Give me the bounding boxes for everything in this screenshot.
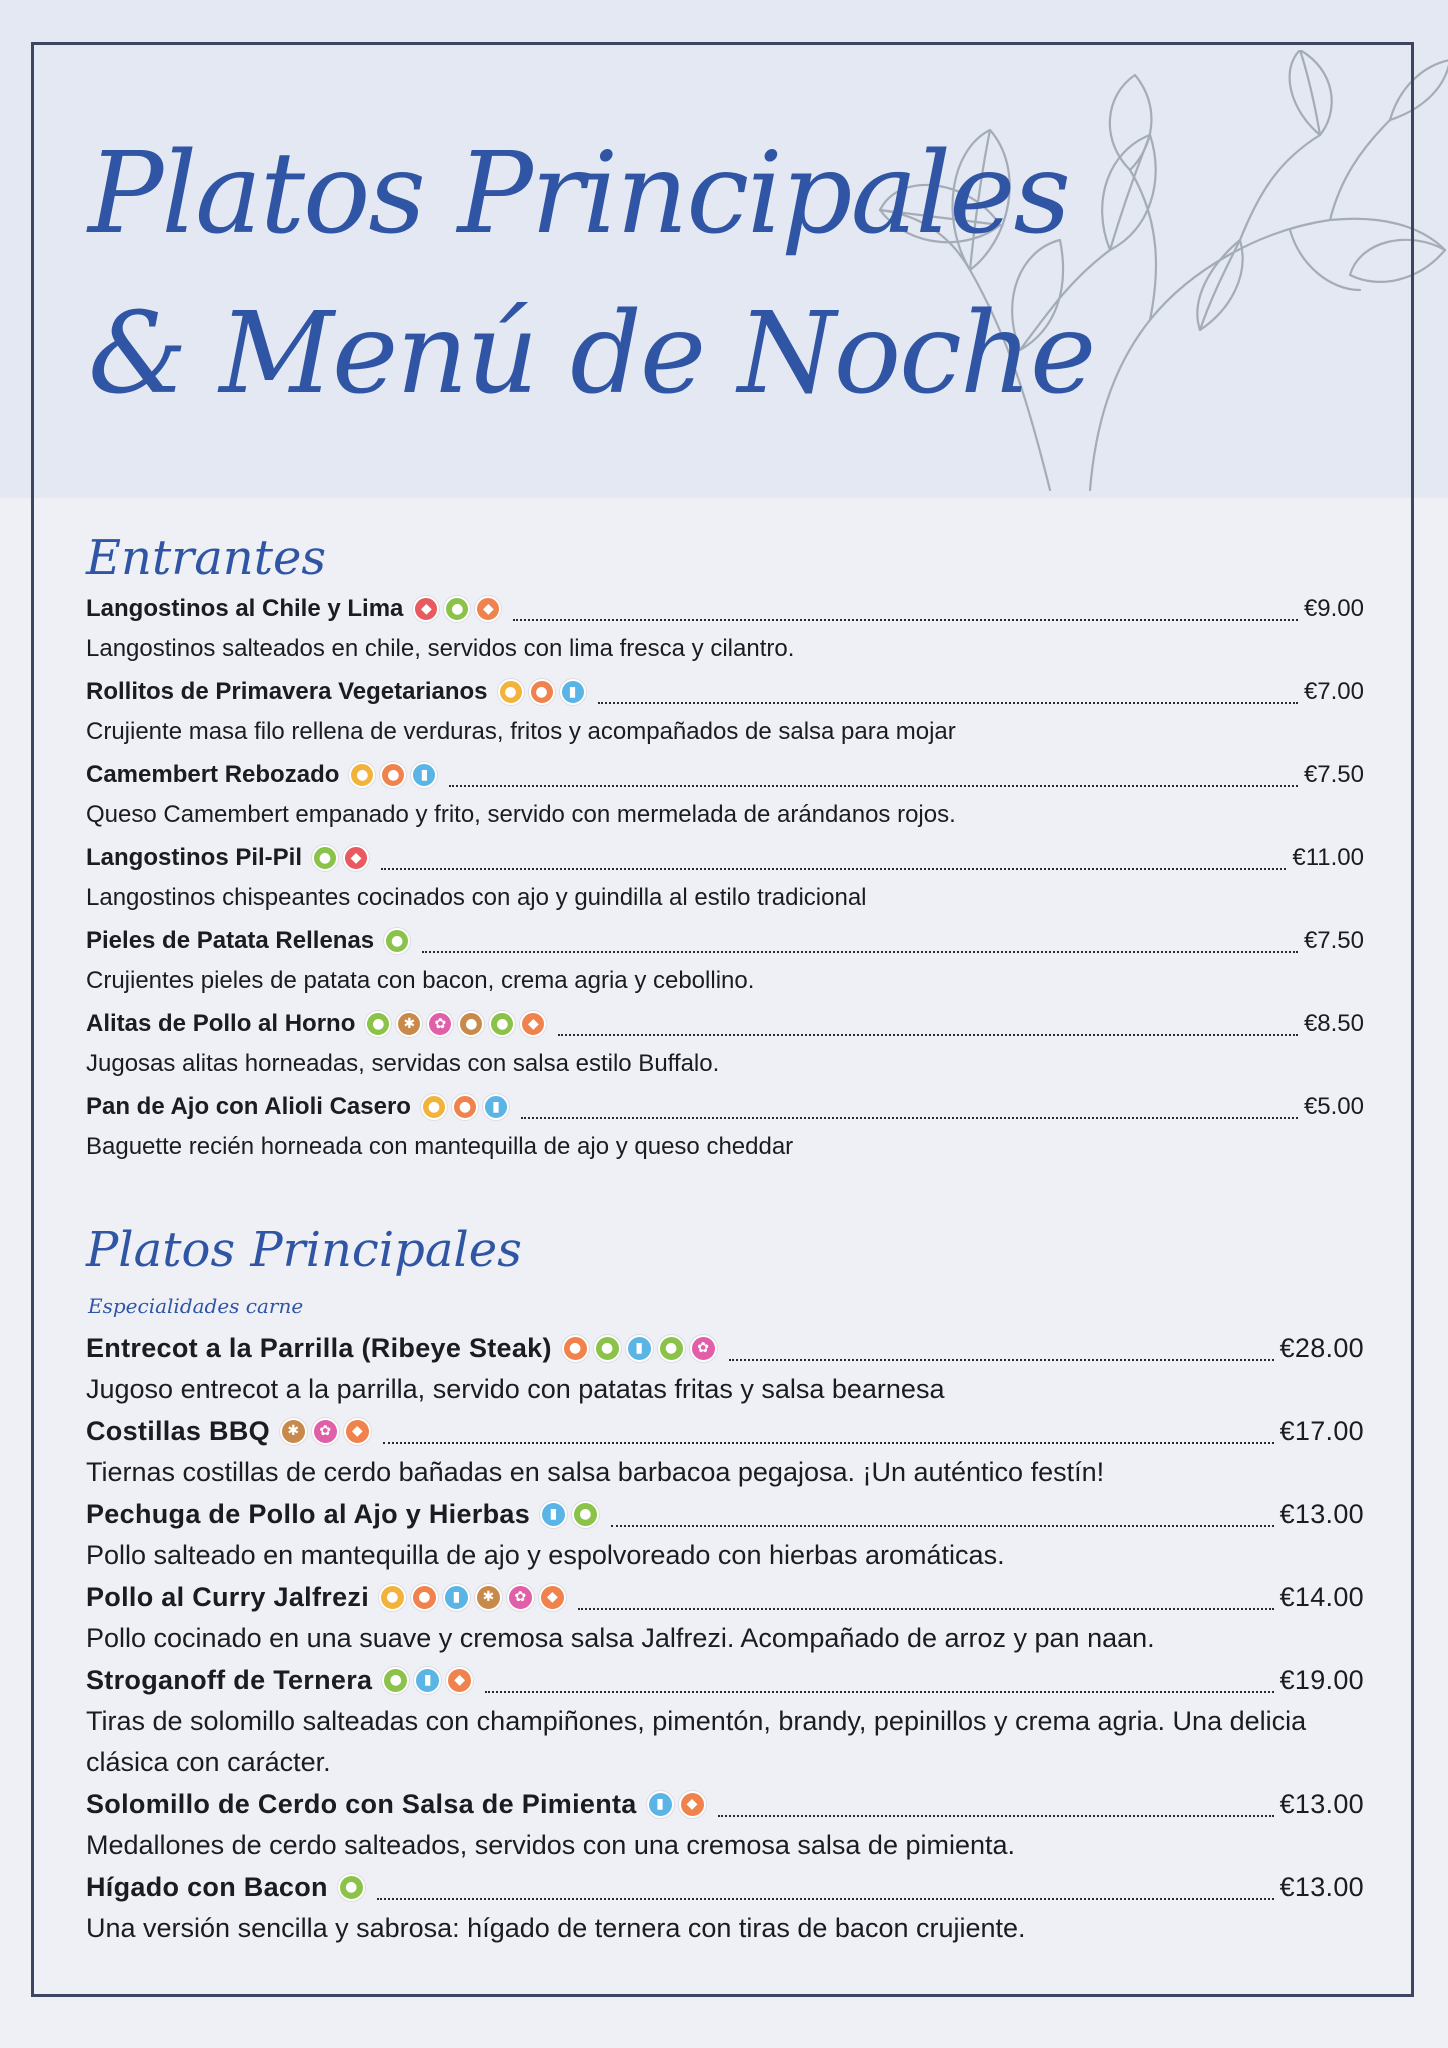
menu-item-name: Solomillo de Cerdo con Salsa de Pimienta — [86, 1788, 637, 1819]
allergen-icons — [338, 1874, 365, 1901]
allergen-brown-icon: ✱ — [280, 1418, 307, 1445]
menu-item-row — [86, 1866, 1364, 1908]
menu-item-row — [86, 1410, 1364, 1452]
dotted-leader — [611, 1525, 1274, 1527]
dotted-leader — [558, 1034, 1298, 1036]
allergen-green-icon: ● — [489, 1011, 515, 1037]
allergen-blue-icon: ▮ — [483, 1094, 509, 1120]
menu-item-row — [86, 1576, 1364, 1618]
menu-item-price: €7.50 — [1303, 761, 1364, 788]
dotted-leader — [578, 1608, 1274, 1610]
dotted-leader — [521, 1117, 1298, 1119]
dotted-leader — [422, 951, 1298, 953]
allergen-yellow-icon: ● — [349, 762, 375, 788]
menu-item-row — [86, 1087, 1364, 1127]
menu-item-name: Entrecot a la Parrilla (Ribeye Steak) — [86, 1332, 552, 1363]
allergen-brown-icon: ● — [458, 1011, 484, 1037]
allergen-icons — [413, 596, 501, 622]
allergen-blue-icon: ▮ — [414, 1667, 441, 1694]
allergen-green-icon: ● — [382, 1667, 409, 1694]
menu-item-price: €17.00 — [1279, 1415, 1364, 1446]
menu-item-price: €5.00 — [1303, 1093, 1364, 1120]
allergen-icons — [349, 762, 437, 788]
menu-item-description: Crujiente masa filo rellena de verduras, fritos y acompañados de salsa para mojar — [86, 718, 956, 745]
allergen-icons — [382, 1667, 473, 1694]
menu-item-row — [86, 1004, 1364, 1044]
allergen-orange-icon: ● — [529, 679, 555, 705]
menu-item-price: €14.00 — [1279, 1581, 1364, 1612]
menu-item-row — [86, 921, 1364, 961]
allergen-pink-icon: ✿ — [690, 1335, 717, 1362]
menu-item-name: Langostinos Pil-Pil — [86, 844, 303, 871]
allergen-icons — [647, 1791, 706, 1818]
menu-item-row — [86, 1493, 1364, 1535]
menu-item-price: €7.50 — [1303, 927, 1364, 954]
menu-item-price: €8.50 — [1303, 1010, 1364, 1037]
allergen-red-icon: ◆ — [413, 596, 439, 622]
dotted-leader — [729, 1359, 1274, 1361]
allergen-icons — [365, 1011, 546, 1037]
allergen-green-icon: ● — [338, 1874, 365, 1901]
menu-item-description: Tiernas costillas de cerdo bañadas en salsa barbacoa pegajosa. ¡Un auténtico festín! — [86, 1457, 1105, 1487]
section-title-entrantes: Entrantes — [86, 530, 327, 586]
menu-item-row — [86, 755, 1364, 795]
allergen-pink-icon: ✿ — [312, 1418, 339, 1445]
allergen-green-icon: ● — [384, 928, 410, 954]
allergen-blue-icon: ▮ — [443, 1584, 470, 1611]
dotted-leader — [377, 1898, 1274, 1900]
allergen-orange-icon: ● — [380, 762, 406, 788]
menu-item-description: Langostinos salteados en chile, servidos con lima fresca y cilantro. — [86, 635, 795, 662]
dotted-leader — [485, 1691, 1273, 1693]
allergen-icons — [562, 1335, 717, 1362]
menu-item-name: Rollitos de Primavera Vegetarianos — [86, 678, 488, 705]
menu-item-price: €13.00 — [1279, 1788, 1364, 1819]
menu-item-description: Jugosas alitas horneadas, servidas con salsa estilo Buffalo. — [86, 1050, 720, 1077]
allergen-green-icon: ● — [365, 1011, 391, 1037]
allergen-green-icon: ● — [594, 1335, 621, 1362]
dotted-leader — [383, 1442, 1274, 1444]
menu-item-price: €13.00 — [1279, 1871, 1364, 1902]
allergen-orange-icon: ● — [562, 1335, 589, 1362]
menu-item-price: €9.00 — [1303, 595, 1364, 622]
page-title-line2: & Menú de Noche — [88, 289, 1095, 419]
menu-item-name: Alitas de Pollo al Horno — [86, 1010, 356, 1037]
menu-item-row — [86, 1783, 1364, 1825]
allergen-orange-icon: ◆ — [520, 1011, 546, 1037]
allergen-icons — [384, 928, 410, 954]
allergen-orange-icon: ◆ — [344, 1418, 371, 1445]
menu-item-row — [86, 1327, 1364, 1369]
menu-item-name: Costillas BBQ — [86, 1415, 270, 1446]
allergen-icons — [280, 1418, 371, 1445]
page-title-line1: Platos Principales — [88, 129, 1069, 259]
allergen-pink-icon: ✿ — [427, 1011, 453, 1037]
allergen-orange-icon: ● — [452, 1094, 478, 1120]
allergen-icons — [498, 679, 586, 705]
menu-item-price: €19.00 — [1279, 1664, 1364, 1695]
allergen-orange-icon: ◆ — [679, 1791, 706, 1818]
entrantes-list — [86, 589, 1364, 1170]
menu-item-name: Camembert Rebozado — [86, 761, 340, 788]
menu-item-price: €7.00 — [1303, 678, 1364, 705]
menu-item-name: Pechuga de Pollo al Ajo y Hierbas — [86, 1498, 531, 1529]
menu-item-description: Crujientes pieles de patata con bacon, crema agria y cebollino. — [86, 967, 755, 994]
allergen-blue-icon: ▮ — [411, 762, 437, 788]
allergen-green-icon: ● — [572, 1501, 599, 1528]
section-title-principales: Platos Principales — [86, 1222, 522, 1278]
menu-item-description: Medallones de cerdo salteados, servidos con una cremosa salsa de pimienta. — [86, 1830, 1016, 1860]
allergen-orange-icon: ◆ — [539, 1584, 566, 1611]
allergen-icons — [312, 845, 369, 871]
menu-item-price: €11.00 — [1292, 844, 1364, 871]
allergen-pink-icon: ✿ — [507, 1584, 534, 1611]
menu-item-row — [86, 589, 1364, 629]
menu-item-description: Langostinos chispeantes cocinados con ajo y guindilla al estilo tradicional — [86, 884, 867, 911]
allergen-green-icon: ● — [444, 596, 470, 622]
allergen-yellow-icon: ● — [421, 1094, 447, 1120]
allergen-blue-icon: ▮ — [540, 1501, 567, 1528]
allergen-icons — [540, 1501, 599, 1528]
section-subtitle-carne: Especialidades carne — [88, 1294, 304, 1318]
dotted-leader — [598, 702, 1298, 704]
allergen-blue-icon: ▮ — [560, 679, 586, 705]
allergen-yellow-icon: ● — [379, 1584, 406, 1611]
menu-item-name: Pan de Ajo con Alioli Casero — [86, 1093, 411, 1120]
allergen-brown-icon: ✱ — [396, 1011, 422, 1037]
menu-item-description: Pollo cocinado en una suave y cremosa salsa Jalfrezi. Acompañado de arroz y pan naan. — [86, 1623, 1155, 1653]
menu-item-price: €28.00 — [1279, 1332, 1364, 1363]
principales-list — [86, 1327, 1364, 1949]
allergen-green-icon: ● — [312, 845, 338, 871]
menu-item-name: Pieles de Patata Rellenas — [86, 927, 375, 954]
allergen-green-icon: ● — [658, 1335, 685, 1362]
menu-item-description: Queso Camembert empanado y frito, servido con mermelada de arándanos rojos. — [86, 801, 956, 828]
menu-item-row — [86, 838, 1364, 878]
menu-item-description: Jugoso entrecot a la parrilla, servido con patatas fritas y salsa bearnesa — [86, 1374, 945, 1404]
menu-item-price: €13.00 — [1279, 1498, 1364, 1529]
allergen-icons — [379, 1584, 566, 1611]
allergen-orange-icon: ◆ — [475, 596, 501, 622]
menu-item-name: Stroganoff de Ternera — [86, 1664, 373, 1695]
allergen-blue-icon: ▮ — [647, 1791, 674, 1818]
menu-item-row — [86, 1659, 1364, 1701]
dotted-leader — [449, 785, 1298, 787]
menu-item-name: Langostinos al Chile y Lima — [86, 595, 404, 622]
allergen-orange-icon: ◆ — [446, 1667, 473, 1694]
allergen-brown-icon: ✱ — [475, 1584, 502, 1611]
menu-item-row — [86, 672, 1364, 712]
menu-item-description: Tiras de solomillo salteadas con champiñones, pimentón, brandy, pepinillos y crema agria. Una delicia clásica con carácter. — [86, 1706, 1307, 1777]
allergen-icons — [421, 1094, 509, 1120]
menu-item-description: Baguette recién horneada con mantequilla de ajo y queso cheddar — [86, 1133, 794, 1160]
menu-item-name: Hígado con Bacon — [86, 1871, 328, 1902]
allergen-red-icon: ◆ — [343, 845, 369, 871]
menu-item-description: Una versión sencilla y sabrosa: hígado de ternera con tiras de bacon crujiente. — [86, 1913, 1026, 1943]
allergen-yellow-icon: ● — [498, 679, 524, 705]
allergen-blue-icon: ▮ — [626, 1335, 653, 1362]
dotted-leader — [381, 868, 1286, 870]
menu-item-description: Pollo salteado en mantequilla de ajo y espolvoreado con hierbas aromáticas. — [86, 1540, 1005, 1570]
dotted-leader — [513, 619, 1298, 621]
allergen-orange-icon: ● — [411, 1584, 438, 1611]
menu-item-name: Pollo al Curry Jalfrezi — [86, 1581, 369, 1612]
dotted-leader — [718, 1815, 1274, 1817]
